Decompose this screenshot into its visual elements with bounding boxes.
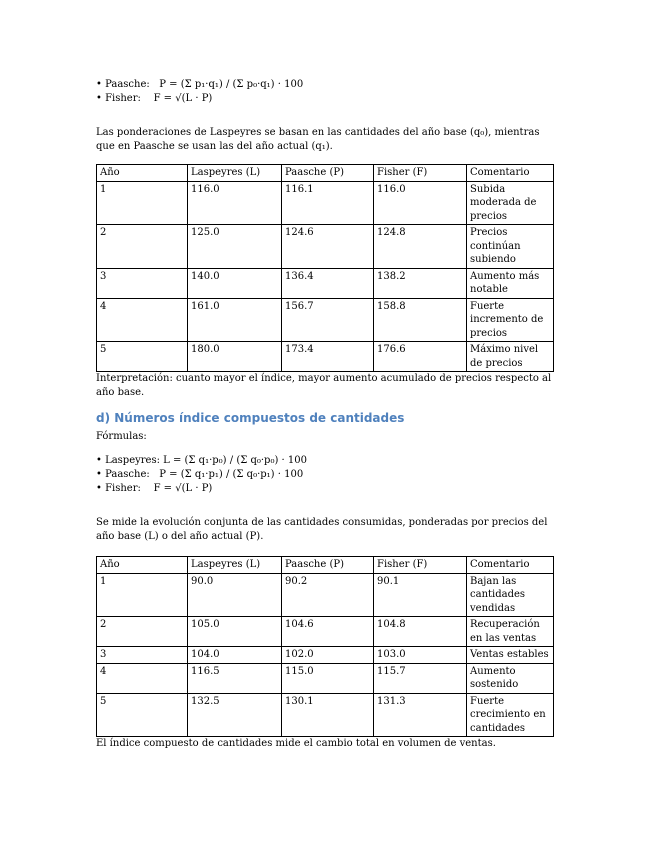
table-row	[97, 181, 554, 225]
table-row	[97, 617, 554, 647]
formula-fisher-prices: • Fisher: F = √(L · P)	[96, 93, 213, 104]
cell-fisher: 115.7	[374, 663, 467, 693]
cell-fisher: 103.0	[374, 647, 467, 664]
cell-fisher: 176.6	[374, 342, 467, 372]
cell-paasche: 130.1	[282, 693, 374, 737]
header-fisher: Fisher (F)	[374, 165, 467, 182]
table-header-row	[97, 165, 554, 182]
cell-comment: Precios continúan subiendo	[467, 225, 554, 269]
cell-year: 4	[97, 298, 188, 342]
formula-fisher-quantities: • Fisher: F = √(L · P)	[96, 483, 213, 494]
cell-fisher: 131.3	[374, 693, 467, 737]
cell-paasche: 104.6	[282, 617, 374, 647]
table-row	[97, 647, 554, 664]
header-comment: Comentario	[467, 165, 554, 182]
formula-paasche-prices: • Paasche: P = (Σ p₁·q₁) / (Σ p₀·q₁) · 100	[96, 79, 304, 90]
weights-note: Las ponderaciones de Laspeyres se basan en las cantidades del año base (q₀), mientras que en Paasche se usan las del año actual (q₁).	[96, 127, 540, 152]
cell-comment: Ventas estables	[467, 647, 554, 664]
cell-year: 5	[97, 342, 188, 372]
table-header-row	[97, 557, 554, 574]
cell-laspeyres: 105.0	[188, 617, 282, 647]
cell-paasche: 102.0	[282, 647, 374, 664]
cell-paasche: 115.0	[282, 663, 374, 693]
cell-year: 2	[97, 617, 188, 647]
cell-fisher: 104.8	[374, 617, 467, 647]
table-row	[97, 225, 554, 269]
cell-comment: Fuerte incremento de precios	[467, 298, 554, 342]
table-row	[97, 663, 554, 693]
formula-paasche-quantities: • Paasche: P = (Σ q₁·p₁) / (Σ q₀·p₁) · 100	[96, 469, 304, 480]
cell-laspeyres: 104.0	[188, 647, 282, 664]
header-paasche: Paasche (P)	[282, 557, 374, 574]
table-row	[97, 342, 554, 372]
header-paasche: Paasche (P)	[282, 165, 374, 182]
cell-year: 3	[97, 268, 188, 298]
table-row	[97, 298, 554, 342]
price-index-table	[96, 164, 554, 372]
cell-paasche: 116.1	[282, 181, 374, 225]
cell-year: 2	[97, 225, 188, 269]
table2-conclusion: El índice compuesto de cantidades mide el cambio total en volumen de ventas.	[96, 738, 496, 749]
header-laspeyres: Laspeyres (L)	[188, 165, 282, 182]
cell-fisher: 158.8	[374, 298, 467, 342]
table1-interpretation: Interpretación: cuanto mayor el índice, mayor aumento acumulado de precios respecto al año base.	[96, 373, 552, 398]
cell-laspeyres: 161.0	[188, 298, 282, 342]
quantities-note: Se mide la evolución conjunta de las cantidades consumidas, ponderadas por precios del año base (L) o del año actual (P).	[96, 517, 548, 542]
cell-paasche: 136.4	[282, 268, 374, 298]
cell-comment: Máximo nivel de precios	[467, 342, 554, 372]
cell-comment: Recuperación en las ventas	[467, 617, 554, 647]
cell-paasche: 124.6	[282, 225, 374, 269]
cell-year: 1	[97, 181, 188, 225]
cell-laspeyres: 132.5	[188, 693, 282, 737]
formula-laspeyres-quantities: • Laspeyres: L = (Σ q₁·p₀) / (Σ q₀·p₀) · 100	[96, 455, 307, 466]
cell-year: 4	[97, 663, 188, 693]
cell-year: 3	[97, 647, 188, 664]
cell-paasche: 156.7	[282, 298, 374, 342]
cell-comment: Aumento sostenido	[467, 663, 554, 693]
cell-paasche: 173.4	[282, 342, 374, 372]
cell-laspeyres: 90.0	[188, 573, 282, 617]
header-year: Año	[97, 165, 188, 182]
header-comment: Comentario	[467, 557, 554, 574]
cell-laspeyres: 140.0	[188, 268, 282, 298]
table-row	[97, 573, 554, 617]
header-laspeyres: Laspeyres (L)	[188, 557, 282, 574]
table-row	[97, 693, 554, 737]
quantity-index-table	[96, 556, 554, 737]
cell-fisher: 90.1	[374, 573, 467, 617]
formulas-label: Fórmulas:	[96, 431, 147, 442]
cell-year: 5	[97, 693, 188, 737]
cell-comment: Bajan las cantidades vendidas	[467, 573, 554, 617]
cell-comment: Subida moderada de precios	[467, 181, 554, 225]
table-row	[97, 268, 554, 298]
document-page	[96, 78, 556, 751]
cell-paasche: 90.2	[282, 573, 374, 617]
cell-fisher: 116.0	[374, 181, 467, 225]
cell-year: 1	[97, 573, 188, 617]
cell-comment: Aumento más notable	[467, 268, 554, 298]
cell-fisher: 138.2	[374, 268, 467, 298]
cell-comment: Fuerte crecimiento en cantidades	[467, 693, 554, 737]
section-d-title: d) Números índice compuestos de cantidades	[96, 411, 405, 425]
header-fisher: Fisher (F)	[374, 557, 467, 574]
header-year: Año	[97, 557, 188, 574]
cell-laspeyres: 125.0	[188, 225, 282, 269]
cell-laspeyres: 116.0	[188, 181, 282, 225]
cell-laspeyres: 180.0	[188, 342, 282, 372]
cell-fisher: 124.8	[374, 225, 467, 269]
cell-laspeyres: 116.5	[188, 663, 282, 693]
